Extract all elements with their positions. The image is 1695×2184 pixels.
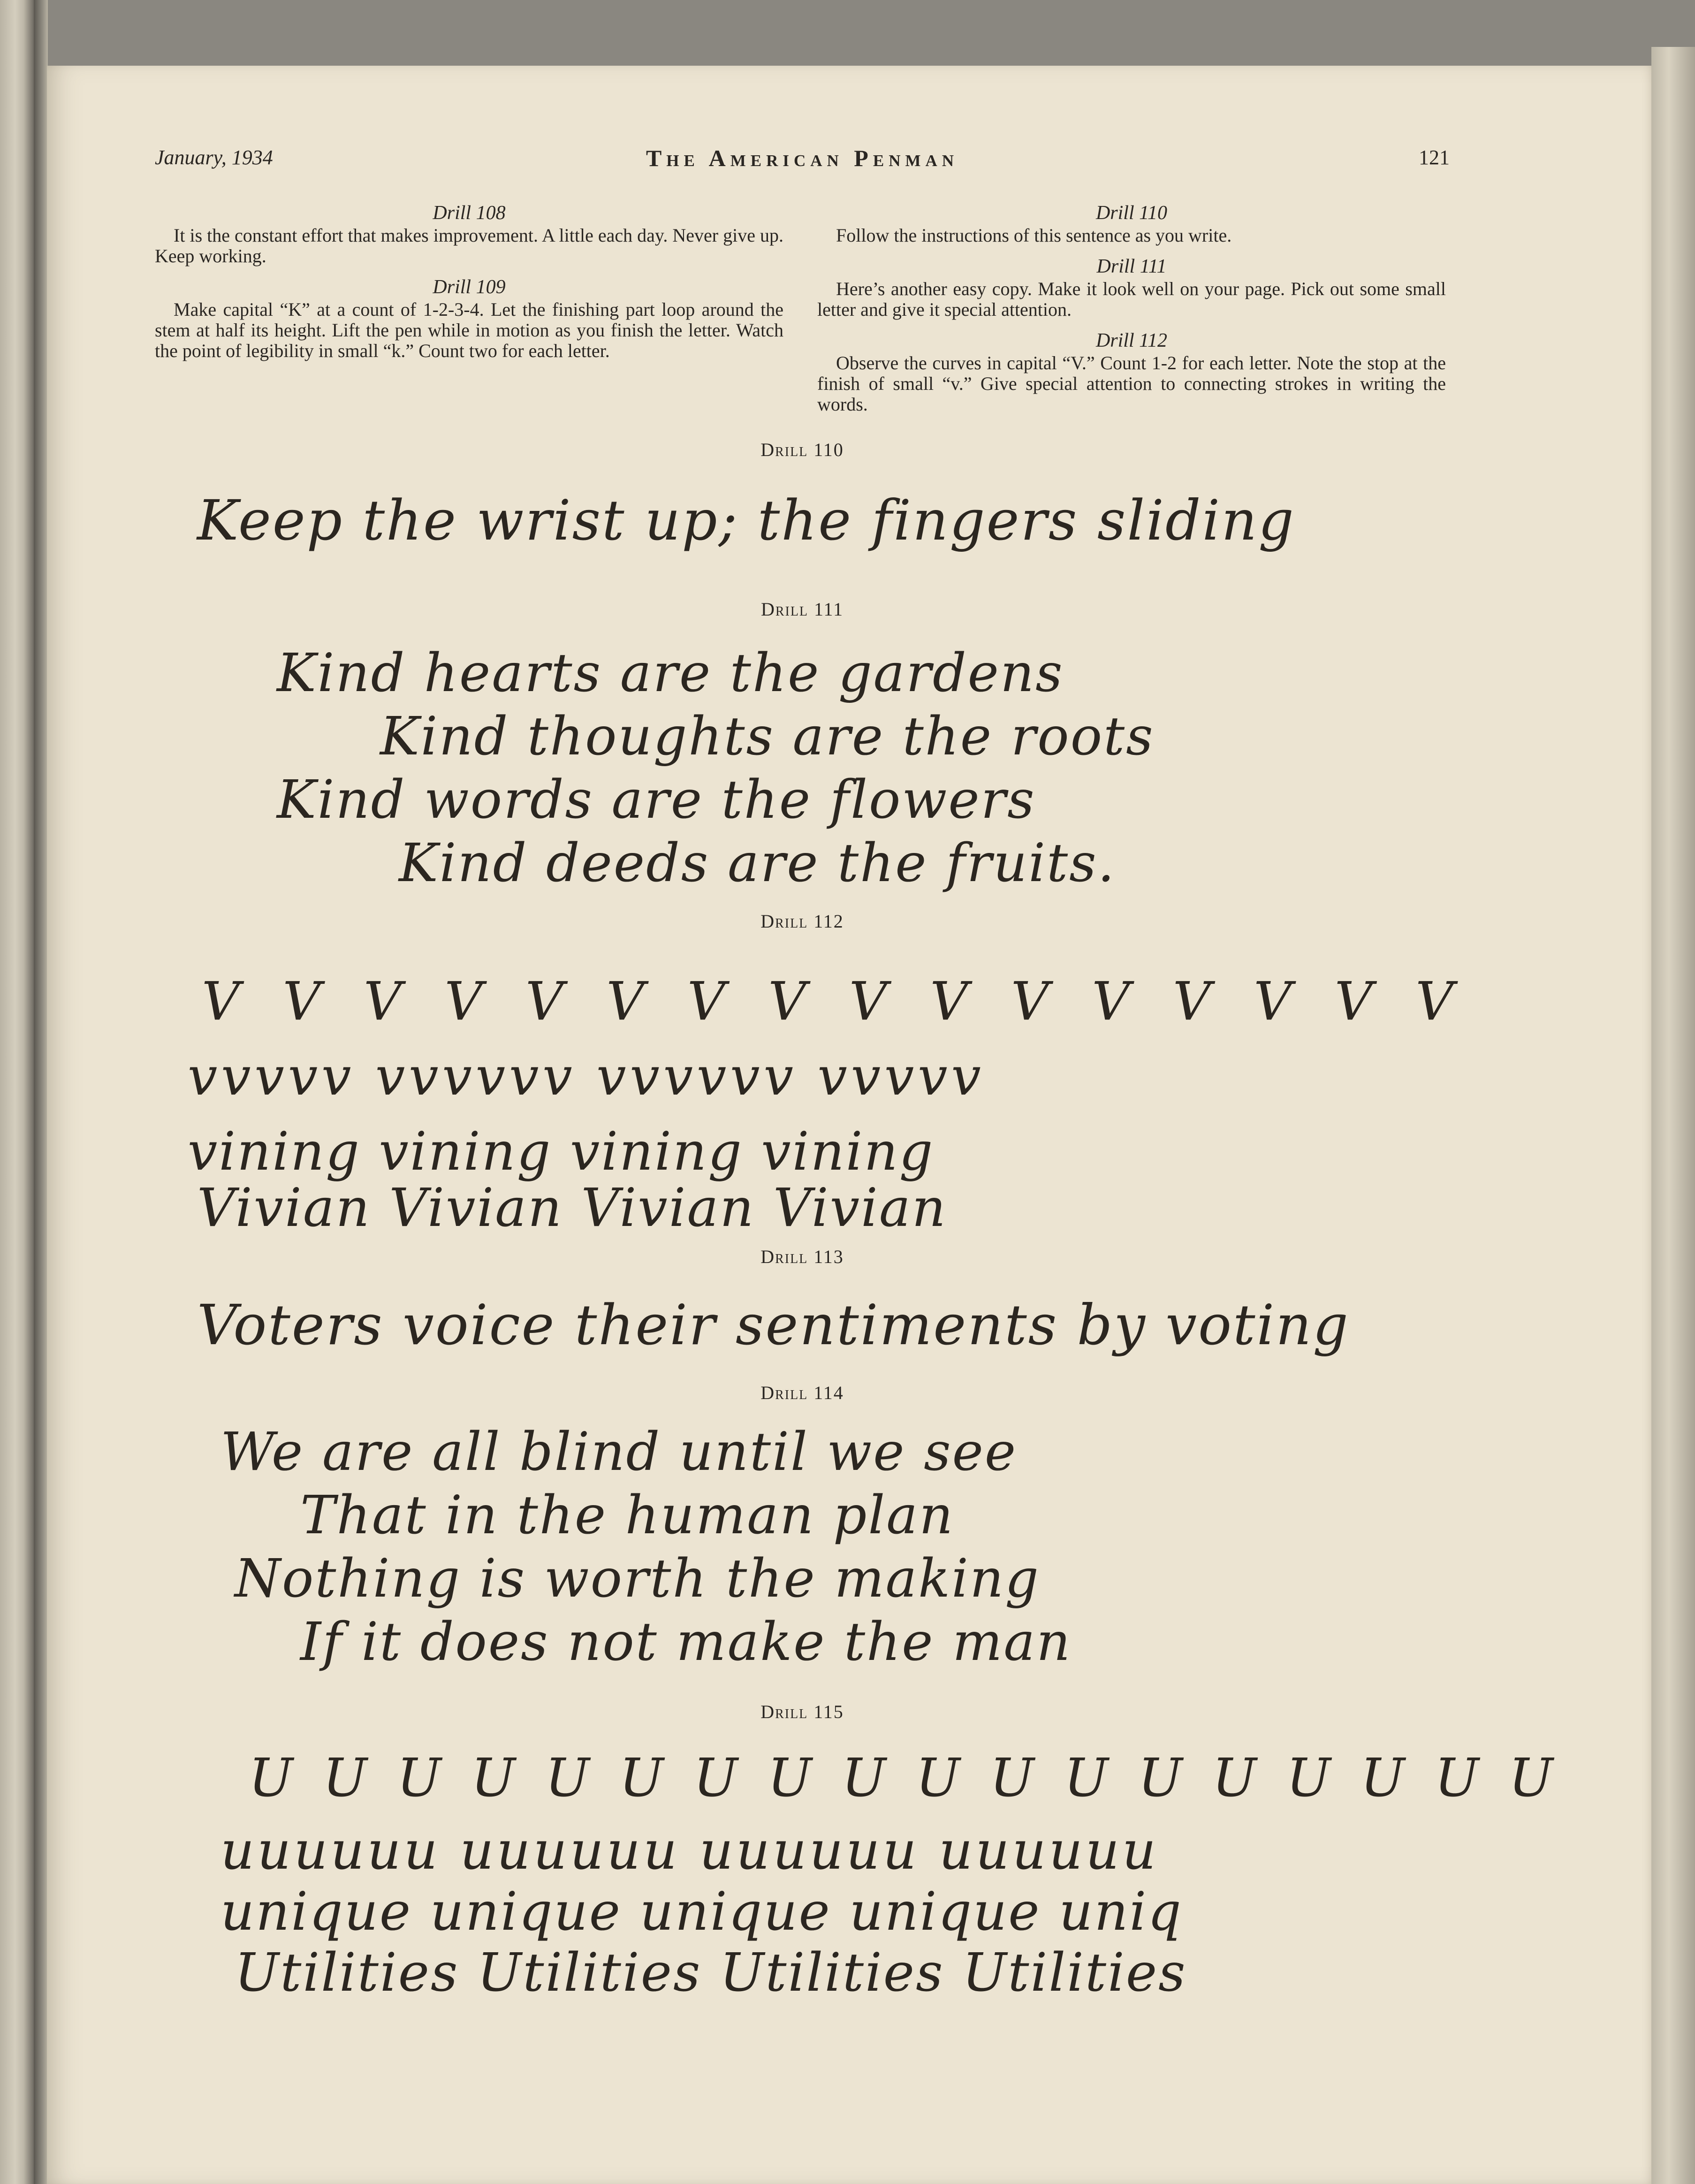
drill-instruction: Follow the instructions of this sentence as you write. [836, 225, 1232, 246]
drill-110-label: Drill 110 [760, 439, 844, 460]
drill-113-line: Voters voice their sentiments by voting [197, 1293, 1350, 1357]
drill-113-label: Drill 113 [760, 1246, 844, 1267]
left-page-edge [0, 0, 34, 2184]
drill-115-line: unique unique unique unique uniq [220, 1881, 1183, 1942]
drill-114-line: If it does not make the man [300, 1612, 1072, 1673]
drill-111-line: Kind thoughts are the roots [380, 706, 1155, 767]
drill-instruction: Make capital “K” at a count of 1-2-3-4. Let the finishing part loop around the stem at half its height. Lift the pen while in motion as you finish the letter. Watch the point of legibility in small “k.” Count two for each letter. [155, 299, 783, 361]
drill-115-line: Utilities Utilities Utilities Utilities [235, 1942, 1187, 2003]
drill-heading: Drill 109 [433, 276, 506, 298]
drill-heading: Drill 110 [1095, 202, 1168, 224]
drill-110-line: Keep the wrist up; the fingers sliding [197, 488, 1295, 553]
drill-112-label: Drill 112 [760, 911, 844, 932]
right-page-edge [1651, 47, 1695, 2184]
drill-114-line: We are all blind until we see [220, 1422, 1018, 1483]
page-number: 121 [1419, 146, 1450, 169]
issue-date: January, 1934 [155, 146, 273, 169]
drill-111-line: Kind words are the flowers [277, 769, 1036, 830]
drill-111-label: Drill 111 [760, 599, 844, 620]
drill-112-line: vining vining vining vining [188, 1121, 935, 1182]
drill-112-line: V V V V V V V V V V V V V V V V [202, 971, 1467, 1032]
drill-heading: Drill 111 [1096, 256, 1167, 277]
drill-114-line: That in the human plan [300, 1485, 955, 1546]
drill-instruction: Here’s another easy copy. Make it look well on your page. Pick out some small letter and give it special attention. [817, 278, 1446, 320]
magazine-title: The American Penman [646, 145, 959, 171]
instructions-right-column [817, 203, 1446, 425]
drill-heading: Drill 112 [1095, 330, 1168, 351]
drill-111-line: Kind hearts are the gardens [277, 643, 1064, 704]
book-spine [34, 0, 48, 2184]
instructions-left-column [155, 203, 783, 372]
drill-115-line: U U U U U U U U U U U U U U U U U U [249, 1748, 1560, 1809]
drill-instruction: Observe the curves in capital “V.” Count 1-2 for each letter. Note the stop at the finish of small “v.” Give special attention to connecting strokes in writing the words. [817, 352, 1446, 415]
running-header [155, 141, 1450, 178]
drill-heading: Drill 108 [433, 202, 506, 224]
drill-112-line: Vivian Vivian Vivian Vivian [197, 1178, 947, 1239]
drill-115-label: Drill 115 [760, 1701, 844, 1722]
drill-114-label: Drill 114 [760, 1382, 844, 1403]
drill-111-line: Kind deeds are the fruits. [399, 833, 1116, 894]
drill-115-line: uuuuuu uuuuuu uuuuuu uuuuuu [220, 1820, 1159, 1881]
drill-112-line: vvvvv vvvvvv vvvvvv vvvvv [188, 1046, 985, 1107]
drill-114-line: Nothing is worth the making [235, 1548, 1040, 1609]
drill-instruction: It is the constant effort that makes improvement. A little each day. Never give up. Keep working. [155, 225, 783, 266]
